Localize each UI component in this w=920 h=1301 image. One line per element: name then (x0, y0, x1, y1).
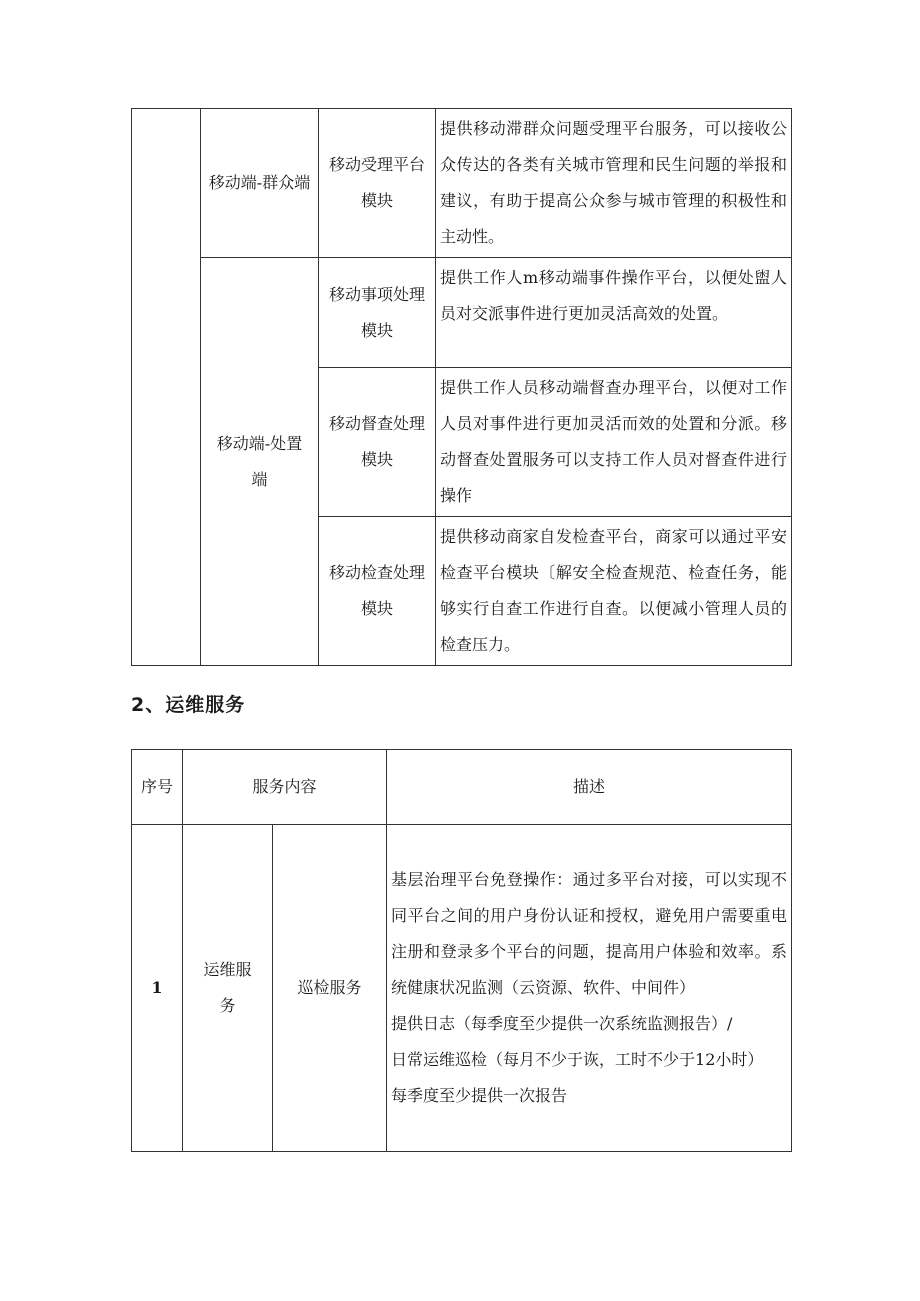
category-cell: 运维服务 (183, 825, 273, 1152)
section-heading: 2、运维服务 (131, 694, 246, 716)
group-cell: 移动端-群众端 (201, 109, 319, 258)
header-content: 服务内容 (183, 750, 387, 825)
group-cell: 移动端-处置端 (201, 258, 319, 666)
ops-service-table (131, 749, 792, 1152)
description-cell: 提供移动滞群众问题受理平台服务，可以接收公众传达的各类有关城市管理和民生问题的举报和建议，有助于提高公众参与城市管理的积极性和主动性。 (436, 109, 792, 258)
module-cell: 移动受理平台模块 (319, 109, 436, 258)
description-cell: 提供工作人m移动端事件操作平台，以便处盥人员对交派事件进行更加灵活高效的处置。 (436, 258, 792, 368)
table-row (132, 825, 792, 1152)
description-line: 提供日志（每季度至少提供一次系统监测报告）/ (391, 1014, 733, 1033)
header-desc: 描述 (387, 750, 792, 825)
description-line: 基层治理平台免登操作：通过多平台对接，可以实现不同平台之间的用户身份认证和授权，避免用户需要重电注册和登录多个平台的问题，提高用户体验和效率。系统健康状况监测（云资源、软件、中间件） (391, 870, 788, 997)
table-row (132, 109, 792, 258)
description-line: 每季度至少提供一次报告 (391, 1086, 568, 1105)
module-cell: 移动检查处理模块 (319, 517, 436, 666)
description-cell (387, 825, 792, 1152)
description-cell: 提供工作人员移动端督查办理平台，以便对工作人员对事件进行更加灵活而效的处置和分派。移动督查处置服务可以支持工作人员对督查件进行操作 (436, 368, 792, 517)
description-line: 日常运维巡检（每月不少于诙，工时不少于12小时） (391, 1050, 764, 1069)
header-seq: 序号 (132, 750, 183, 825)
seq-cell: 1 (132, 825, 183, 1152)
module-cell: 移动督查处理模块 (319, 368, 436, 517)
item-cell: 巡检服务 (273, 825, 387, 1152)
blank-cell (132, 109, 201, 666)
modules-table (131, 108, 792, 666)
header-row (132, 750, 792, 825)
description-cell: 提供移动商家自发检查平台，商家可以通过平安检查平台模块〔解安全检查规范、检查任务，能够实行自查工作进行自查。以便减小管理人员的检查压力。 (436, 517, 792, 666)
table-row (132, 258, 792, 368)
module-cell: 移动事项处理模块 (319, 258, 436, 368)
